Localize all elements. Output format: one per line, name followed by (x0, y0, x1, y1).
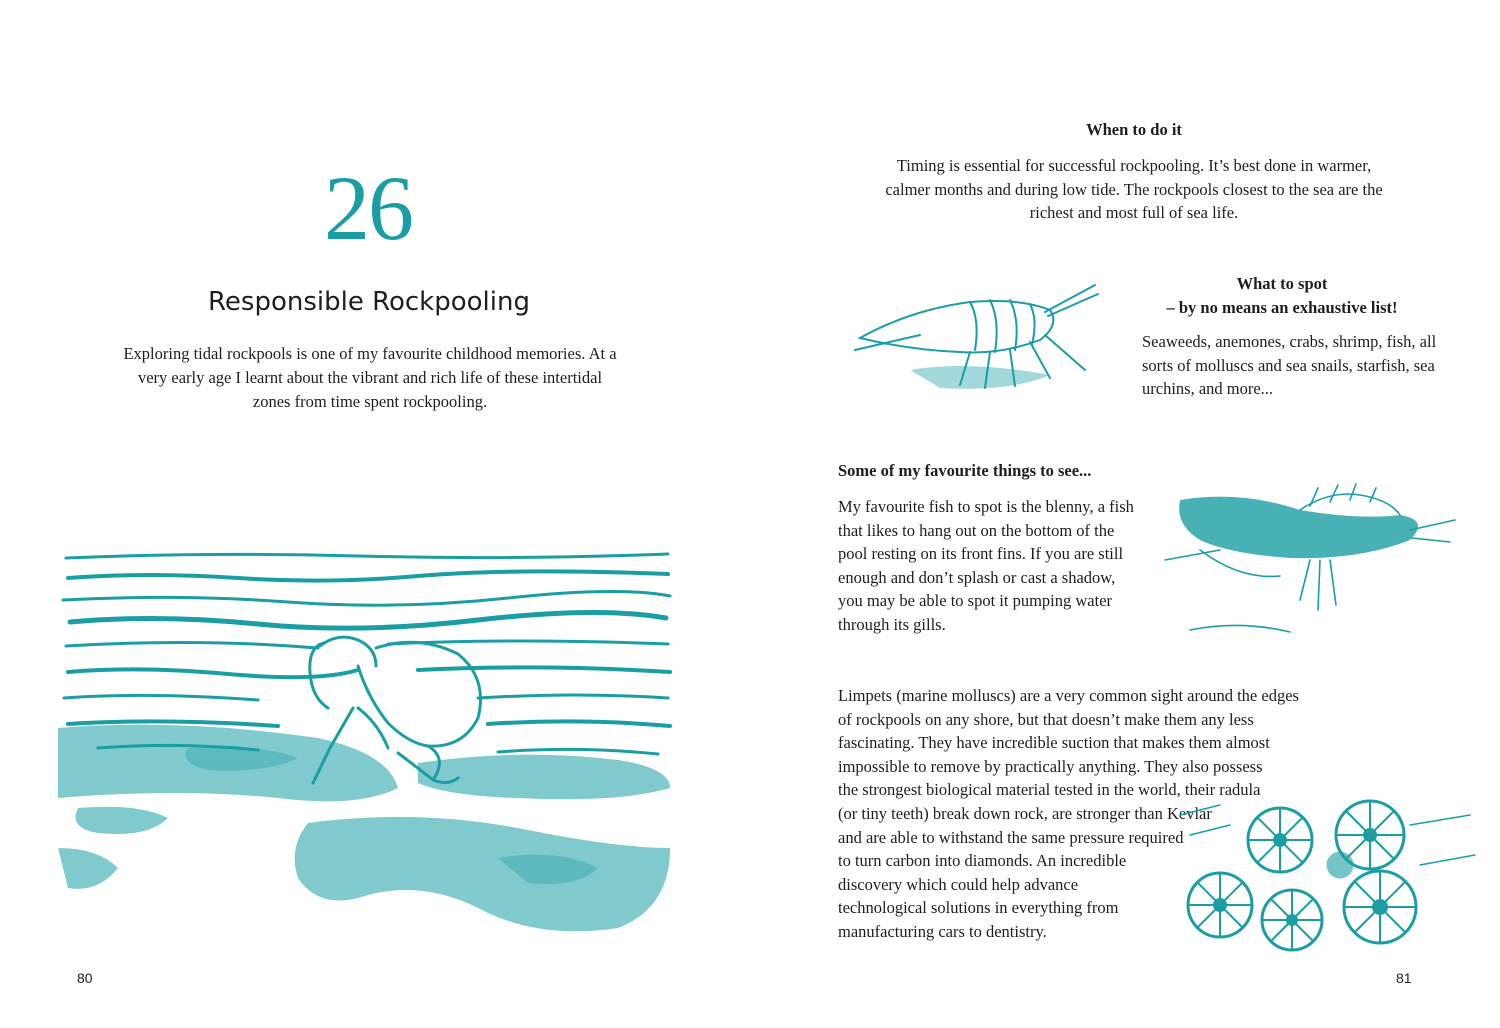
limpets-line: of rockpools on any shore, but that doesn’t make them any less (838, 709, 1254, 729)
chapter-number: 26 (324, 157, 412, 259)
blenny-fish-illustration (1160, 480, 1460, 640)
limpets-line: technological solutions in everything from (838, 898, 1119, 918)
when-paragraph: Timing is essential for successful rockpooling. It’s best done in warmer, calmer months and during low tide. The rockpools closest to the sea are the richest and most full of sea life. (885, 156, 1383, 223)
favourites-paragraph: My favourite fish to spot is the blenny, a fish that likes to hang out on the bottom of the pool resting on its front fins. If you are still enough and don’t splash or cast a shadow, you may be able to spot it pumping water through its gills. (838, 497, 1134, 634)
limpets-illustration (1180, 795, 1480, 960)
limpets-line: the strongest biological material tested in the world, their radula (838, 780, 1261, 800)
rockpool-girl-illustration (58, 548, 678, 948)
intro-paragraph: Exploring tidal rockpools is one of my favourite childhood memories. At a very early age I learnt about the vibrant and rich life of these intertidal zones from time spent rockpooling. (123, 344, 617, 411)
limpets-line: Limpets (marine molluscs) are a very common sight around the edges (838, 686, 1299, 705)
limpets-line: to turn carbon into diamonds. An incredible (838, 851, 1127, 871)
shrimp-illustration (850, 280, 1102, 398)
limpets-line: (or tiny teeth) break down rock, are stronger than Kevlar (838, 803, 1212, 823)
when-heading: When to do it (1086, 120, 1182, 139)
limpets-line: discovery which could help advance (838, 874, 1079, 894)
spot-heading (1130, 272, 1434, 320)
limpets-line: and are able to withstand the same pressure required (838, 827, 1184, 847)
limpets-line: impossible to remove by practically anything. They also possess (838, 756, 1263, 776)
spot-heading-line1: What to spot (1236, 274, 1328, 293)
limpets-line: fascinating. They have incredible suction that makes them almost (838, 733, 1270, 753)
page-number-left: 80 (77, 970, 93, 986)
right-page (750, 0, 1500, 1028)
spot-heading-line2: – by no means an exhaustive list! (1166, 298, 1398, 317)
page-number-right: 81 (1396, 970, 1412, 986)
limpets-line: manufacturing cars to dentistry. (838, 921, 1047, 941)
favourites-heading: Some of my favourite things to see... (838, 461, 1092, 480)
spot-paragraph: Seaweeds, anemones, crabs, shrimp, fish, all sorts of molluscs and sea snails, starfish, sea urchins, and more... (1142, 332, 1437, 399)
chapter-title: Responsible Rockpooling (208, 287, 530, 317)
